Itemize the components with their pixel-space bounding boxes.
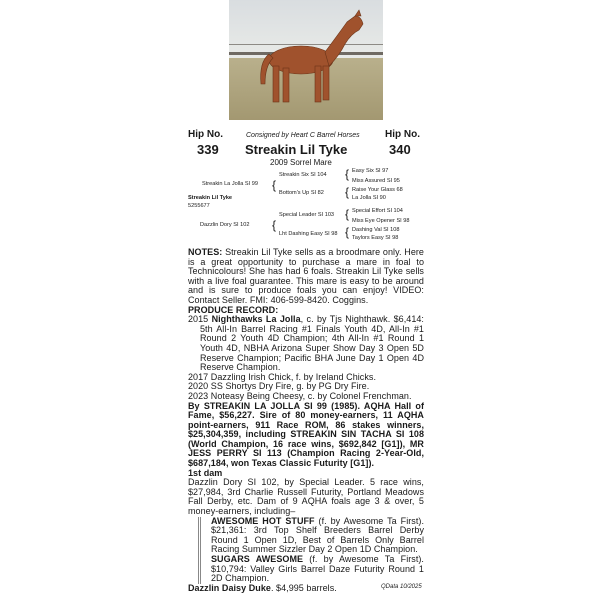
produce-text: SS Shortys Dry Fire, g. by PG Dry Fire.	[210, 381, 370, 392]
hip-number-left: 339	[197, 142, 219, 157]
produce-text: Noteasy Being Cheesy, c. by Colonel Frenchman.	[210, 390, 412, 401]
pedigree-gen3: Easy Six SI 97	[352, 168, 389, 174]
consignor-line: Consigned by Heart C Barrel Horses	[246, 132, 360, 139]
produce-text: Dazzling Irish Chick, f. by Ireland Chicks.	[210, 371, 377, 382]
produce-year: 2015	[188, 314, 209, 325]
horse-photo-image	[229, 0, 383, 120]
pedigree-brace: {	[345, 207, 350, 221]
qdata-footer: QData 10/2025	[381, 584, 422, 590]
produce-year: 2020	[188, 381, 209, 392]
produce-heading: PRODUCE RECORD:	[188, 304, 279, 315]
horse-description: 2009 Sorrel Mare	[270, 158, 332, 167]
hip-label-right: Hip No.	[385, 129, 420, 140]
foal-entry	[211, 517, 424, 555]
hip-label-left: Hip No.	[188, 129, 223, 140]
first-dam-heading: 1st dam	[188, 467, 223, 478]
foal-list	[198, 517, 424, 584]
horse-photo	[229, 0, 383, 120]
produce-item	[188, 315, 424, 373]
catalog-body	[188, 248, 424, 593]
pedigree-gen3: Taylors Easy SI 98	[352, 235, 399, 241]
pedigree-gen3: Miss Eye Opener SI 98	[352, 218, 410, 224]
pedigree-dam-sire: Special Leader SI 103	[279, 212, 335, 218]
pedigree-dam: Dazzlin Dory SI 102	[200, 222, 250, 228]
produce-year: 2023	[188, 390, 209, 401]
foal-text: (f. by Awesome Ta First). $10,794: Valley Girls Barrel Daze Futurity Round 1 2D Champion.	[211, 554, 424, 584]
pedigree-gen3: Dashing Val SI 108	[352, 227, 400, 233]
pedigree-horse: Streakin Lil Tyke	[188, 195, 233, 201]
notes-text: Streakin Lil Tyke sells as a broodmare only. Here is a great opportunity to purchase a mare in foal to Technicolours! She has had 6 foals. Streakin Lil Tyke sells with a live foal guarantee. This mare is easy to be around and is sure to produce foals you can enjoy! VIDEO: Contact Seller. FMI: 406-599-8420. Coggins.	[188, 247, 424, 305]
produce-text: , c. by Tjs Nighthawk. $6,414: 5th All-In Barrel Racing #1 Finals Youth 4D, All-In #1 Round 2 Youth 4D Champion; 4th All-In #1 Round 1 Youth 4D, NBHA Arizona Super Show Day 3 Open 5D Reserve Champion; Pacific BHA June Day 1 Open 4D Reserve Champion.	[200, 314, 424, 373]
pedigree-gen3: Raise Your Glass 68	[352, 187, 403, 193]
produce-year: 2017	[188, 371, 209, 382]
pedigree-gen3: Miss Assured SI 95	[352, 178, 400, 184]
foal-name: SUGARS AWESOME	[211, 554, 304, 564]
pedigree-dam-dam: Lht Dashing Easy SI 98	[279, 231, 338, 237]
pedigree-sire: Streakin La Jolla SI 99	[202, 181, 258, 187]
pedigree-brace: {	[272, 178, 277, 192]
pedigree-brace: {	[345, 167, 350, 181]
pedigree-sire-dam: Bottom's Up SI 82	[279, 190, 324, 196]
sire-paragraph: By STREAKIN LA JOLLA SI 99 (1985). AQHA Hall of Fame, $56,227. Sire of 80 money-earners, 11 AQHA point-earners, 911 Race ROM, 86 stakes winners, $25,304,359, including STREAKIN SIN TACHA SI 108 (World Champion, 16 race wins, $692,842 [G1]), MR JESS PERRY SI 113 (Champion Racing 2-Year-Old, $687,184, won Texas Classic Futurity [G1]).	[188, 400, 424, 469]
foal-name: Dazzlin Daisy Duke	[188, 582, 271, 593]
foal-text: . $4,995 barrels.	[270, 582, 337, 593]
hip-number-right: 340	[389, 142, 411, 157]
foal-text: (f. by Awesome Ta First). $21,361: 3rd Top Shelf Breeders Barrel Derby Round 1 Open 1D, Best of Barrels Only Barrel Racing Summer Sizzler Day 2 Open 1D Champion.	[211, 515, 424, 555]
foal-name: AWESOME HOT STUFF	[211, 515, 315, 526]
pedigree-sire-sire: Streakin Six SI 104	[279, 172, 327, 178]
foal-entry	[211, 555, 424, 584]
notes-label: NOTES:	[188, 247, 223, 257]
pedigree-brace: {	[345, 225, 350, 239]
notes-paragraph	[188, 248, 424, 306]
first-dam-text: Dazzlin Dory SI 102, by Special Leader. 5 race wins, $27,984, 3rd Charlie Russell Futurity, Portland Meadows Fall Derby, etc. Dam of 9 AQHA foals age 3 & over, 5 money-earners, including–	[188, 477, 424, 517]
produce-foal-name: Nighthawks La Jolla	[211, 314, 301, 325]
pedigree-reg-no: 5255677	[188, 203, 210, 209]
horse-name-title: Streakin Lil Tyke	[245, 142, 348, 157]
pedigree-brace: {	[345, 185, 350, 199]
pedigree-brace: {	[272, 218, 277, 232]
pedigree-gen3: Special Effort SI 104	[352, 208, 403, 214]
pedigree-gen3: La Jolla SI 90	[352, 195, 386, 201]
